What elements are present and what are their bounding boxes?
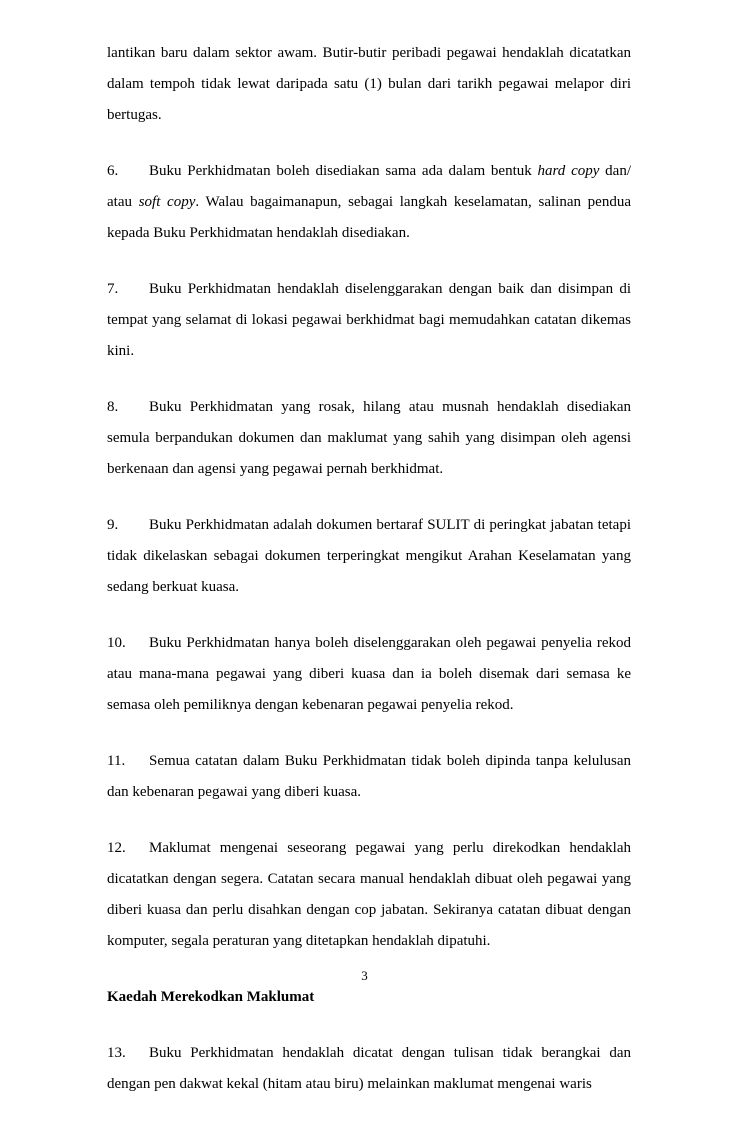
paragraph-number: 11. <box>107 753 126 769</box>
document-body <box>107 38 631 1125</box>
paragraph-number: 8. <box>107 399 119 415</box>
paragraph-number: 12. <box>107 840 126 856</box>
paragraph-text: lantikan baru dalam sektor awam. Butir-butir peribadi pegawai hendaklah dicatatkan dalam tempoh tidak lewat daripada satu (1) bulan dari tarikh pegawai melapor diri bertugas. <box>107 45 631 123</box>
paragraph-text: Semua catatan dalam Buku Perkhidmatan tidak boleh dipinda tanpa kelulusan dan kebenaran pegawai yang diberi kuasa. <box>107 753 631 800</box>
paragraph-8 <box>107 392 631 485</box>
paragraph-continued <box>107 38 631 131</box>
paragraph-6 <box>107 156 631 249</box>
paragraph-italic-term: hard copy <box>537 163 600 179</box>
page-number: 3 <box>361 968 368 983</box>
paragraph-number: 10. <box>107 635 126 651</box>
paragraph-7 <box>107 274 631 367</box>
paragraph-number: 7. <box>107 281 119 297</box>
paragraph-text: Buku Perkhidmatan hendaklah dicatat dengan tulisan tidak berangkai dan dengan pen dakwat kekal (hitam atau biru) melainkan maklumat mengenai waris <box>107 1045 631 1092</box>
paragraph-number: 6. <box>107 163 119 179</box>
paragraph-text: Buku Perkhidmatan boleh disediakan sama ada dalam bentuk <box>149 163 538 179</box>
paragraph-italic-term: soft copy <box>138 194 196 210</box>
paragraph-number: 13. <box>107 1045 126 1061</box>
paragraph-text: Buku Perkhidmatan hendaklah diselenggarakan dengan baik dan disimpan di tempat yang selamat di lokasi pegawai berkhidmat bagi memudahkan catatan dikemas kini. <box>107 281 631 359</box>
paragraph-text: Maklumat mengenai seseorang pegawai yang perlu direkodkan hendaklah dicatatkan dengan segera. Catatan secara manual hendaklah dibuat oleh pegawai yang diberi kuasa dan perlu disahkan dengan cop jabatan. Sekiranya catatan dibuat dengan komputer, segala peraturan yang ditetapkan hendaklah dipatuhi. <box>107 840 631 949</box>
section-heading: Kaedah Merekodkan Maklumat <box>107 989 315 1005</box>
paragraph-13 <box>107 1038 631 1100</box>
paragraph-text: Buku Perkhidmatan hanya boleh diselenggarakan oleh pegawai penyelia rekod atau mana-mana pegawai yang diberi kuasa dan ia boleh disemak dari semasa ke semasa oleh pemiliknya dengan kebenaran pegawai penyelia rekod. <box>107 635 631 713</box>
paragraph-10 <box>107 628 631 721</box>
paragraph-text: . Walau bagaimanapun, sebagai langkah keselamatan, salinan pendua kepada Buku Perkhidmatan hendaklah disediakan. <box>107 194 632 241</box>
paragraph-text: dan/ atau <box>107 163 631 210</box>
paragraph-11 <box>107 746 631 808</box>
paragraph-text: Buku Perkhidmatan adalah dokumen bertaraf SULIT di peringkat jabatan tetapi tidak dikelaskan sebagai dokumen terperingkat mengikut Arahan Keselamatan yang sedang berkuat kuasa. <box>107 517 631 595</box>
paragraph-9 <box>107 510 631 603</box>
paragraph-text: Buku Perkhidmatan yang rosak, hilang atau musnah hendaklah disediakan semula berpandukan dokumen dan maklumat yang sahih yang disimpan oleh agensi berkenaan dan agensi yang pegawai pernah berkhidmat. <box>107 399 631 477</box>
paragraph-12 <box>107 833 631 957</box>
paragraph-number: 9. <box>107 517 119 533</box>
